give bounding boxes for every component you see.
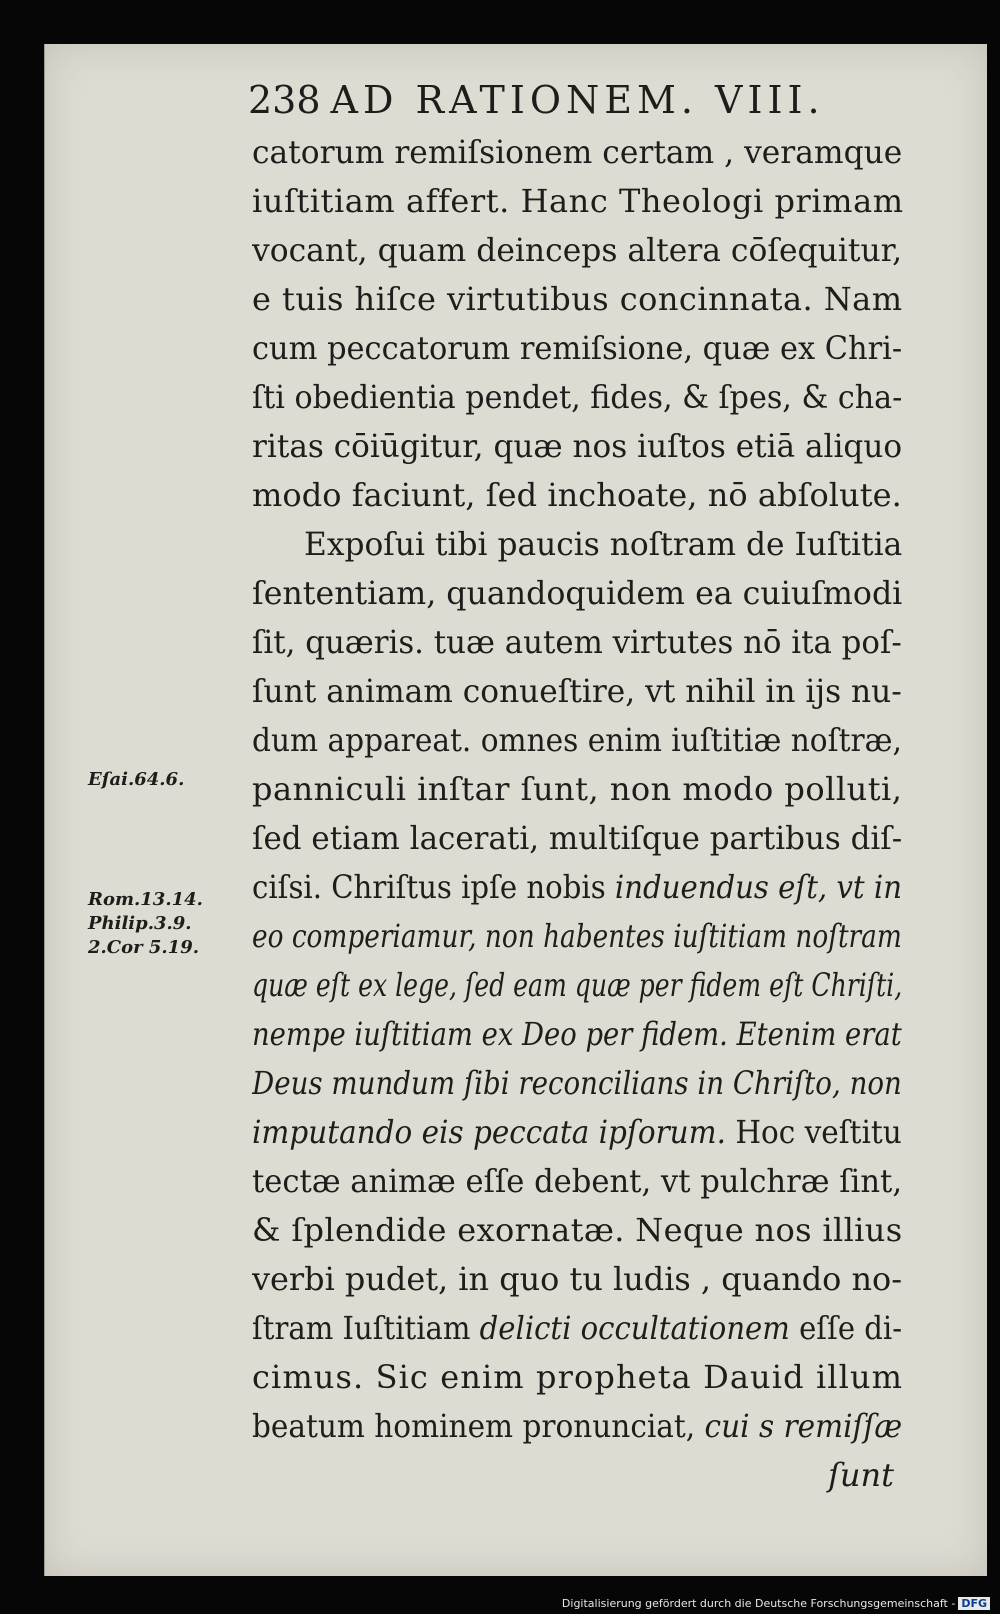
roman-text: eſſe di- (789, 1309, 903, 1347)
credit-text: Digitalisierung gefördert durch die Deutsche Forschungsgemeinschaft - (561, 1597, 956, 1610)
text-line (252, 275, 932, 324)
text-block (252, 128, 932, 1500)
roman-text: cimus. Sic enim propheta Dauid illum (252, 1358, 904, 1396)
text-line (252, 1304, 932, 1353)
running-title: AD RATIONEM. VIII. (330, 78, 825, 122)
roman-text: ſtram Iuſtitiam (252, 1309, 471, 1347)
roman-text: iuſtitiam affert. Hanc Theologi primam (252, 182, 904, 220)
italic-text: induendus eſt, vt in (614, 868, 902, 906)
roman-text: e tuis hiſce virtutibus concinnata. Nam (252, 280, 903, 318)
italic-text: ſunt (828, 1456, 894, 1494)
roman-text: ſti obedientia pendet, fides, & ſpes, & cha- (252, 378, 903, 416)
roman-text: ritas cōiūgitur, quæ nos iuſtos etiā aliquo (252, 427, 903, 465)
roman-text: dum appareat. omnes enim iuſtitiæ noſtræ, (252, 721, 902, 759)
roman-text: Expoſui tibi paucis noſtram de Iuſtitia (304, 525, 903, 563)
roman-text: ciſsi. Chriſtus ipſe nobis (252, 868, 606, 906)
text-line (252, 961, 932, 1010)
italic-text: quæ eſt ex lege, ſed eam quæ per fidem eſt Chriſti, (252, 966, 903, 1004)
text-line (252, 422, 932, 471)
roman-text: panniculi inſtar ſunt, non modo polluti, (252, 770, 903, 808)
italic-text: nempe iuſtitiam ex Deo per fidem. Etenim erat (252, 1015, 902, 1053)
text-line (252, 1206, 932, 1255)
text-line (252, 520, 932, 569)
text-line (252, 1255, 932, 1304)
text-line (252, 226, 932, 275)
italic-text: imputando eis peccata ipſorum. (252, 1113, 726, 1151)
text-line (252, 863, 932, 912)
text-line (252, 667, 932, 716)
roman-text: cum peccatorum remiſsione, quæ ex Chri- (252, 329, 903, 367)
italic-text: Deus mundum ſibi reconcilians in Chriſto, non (252, 1064, 902, 1102)
italic-text: eo comperiamur, non habentes iuſtitiam noſtram (252, 917, 902, 955)
text-line (252, 1108, 932, 1157)
text-line (252, 1451, 932, 1500)
marginal-note-references: Rom.13.14. Philip.3.9. 2.Cor 5.19. (88, 889, 203, 958)
text-line (252, 1157, 932, 1206)
page-number: 238 (248, 78, 321, 122)
roman-text: modo faciunt, ſed inchoate, nō abſolute. (252, 476, 902, 514)
roman-text: beatum hominem pronunciat, (252, 1407, 696, 1445)
text-line (252, 471, 932, 520)
marginal-note-esai: Eſai.64.6. (88, 769, 185, 790)
roman-text: ſit, quæris. tuæ autem virtutes nō ita poſ- (252, 623, 902, 661)
roman-text: & ſplendide exornatæ. Neque nos illius (252, 1211, 903, 1249)
roman-text: vocant, quam deinceps altera cōſequitur, (252, 231, 903, 269)
page-header (248, 78, 825, 122)
roman-text: ſunt animam conueſtire, vt nihil in ijs nu- (252, 672, 902, 710)
italic-text: cui s remiſſæ (704, 1407, 903, 1445)
text-line (252, 618, 932, 667)
digitization-credit (562, 1597, 990, 1610)
text-line (252, 177, 932, 226)
roman-text: ſed etiam lacerati, multiſque partibus diſ- (252, 819, 903, 857)
text-line (252, 373, 932, 422)
roman-text: catorum remiſsionem certam , veramque (252, 133, 903, 171)
text-line (252, 569, 932, 618)
italic-text: delicti occultationem (479, 1309, 790, 1347)
text-line (252, 1402, 932, 1451)
roman-text: verbi pudet, in quo tu ludis , quando no- (252, 1260, 903, 1298)
text-line (252, 1353, 932, 1402)
text-line (252, 912, 932, 961)
roman-text: Hoc veſtitu (725, 1113, 902, 1151)
text-line (252, 324, 932, 373)
dfg-logo: DFG (958, 1597, 990, 1610)
text-line (252, 716, 932, 765)
text-line (252, 128, 932, 177)
text-line (252, 1010, 932, 1059)
roman-text: ſententiam, quandoquidem ea cuiuſmodi (252, 574, 903, 612)
roman-text: tectæ animæ eſſe debent, vt pulchræ ſint, (252, 1162, 903, 1200)
text-line (252, 814, 932, 863)
text-line (252, 765, 932, 814)
text-line (252, 1059, 932, 1108)
